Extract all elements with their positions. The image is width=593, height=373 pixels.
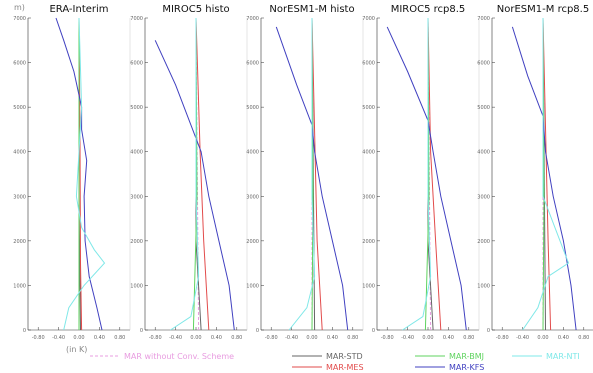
x-tick-label: 0.80 [578, 335, 590, 341]
x-axis-label: (in K) [66, 345, 88, 354]
y-tick-label: 3000 [130, 194, 143, 201]
y-tick-label: 0 [22, 328, 26, 334]
legend-label: MAR-NTI [546, 352, 580, 361]
x-tick-label: 0.40 [557, 335, 569, 341]
legend [90, 352, 580, 372]
x-tick-label: -0.40 [169, 335, 183, 341]
x-tick-label: 0.40 [93, 335, 105, 341]
y-tick-label: 1000 [130, 283, 143, 290]
x-tick-label: 0.40 [326, 335, 338, 341]
y-tick-label: 7000 [362, 16, 375, 22]
panel-title: ERA-Interim [49, 4, 109, 15]
panel-title: MIROC5 rcp8.5 [390, 4, 466, 15]
x-tick-label: 0.00 [190, 335, 202, 341]
y-tick-label: 5000 [130, 105, 143, 112]
y-tick-label: 1000 [246, 283, 259, 290]
y-tick-label: 7000 [130, 16, 143, 22]
x-tick-label: -0.80 [31, 335, 45, 341]
y-tick-label: 4000 [477, 149, 490, 156]
y-tick-label: 2000 [477, 238, 490, 245]
x-tick-label: 0.00 [73, 335, 85, 341]
y-tick-label: 7000 [246, 16, 259, 22]
y-tick-label: 7000 [13, 16, 26, 22]
legend-label: MAR-STD [326, 352, 363, 361]
x-tick-label: 0.00 [306, 335, 318, 341]
x-tick-label: 0.80 [114, 335, 126, 341]
panel-3 [246, 4, 363, 341]
series-line-mar-nti [289, 18, 315, 330]
y-tick-label: 5000 [13, 105, 26, 112]
x-tick-label: 0.80 [347, 335, 359, 341]
y-axis-label: m) [14, 3, 25, 12]
panel-title: NorESM1-M histo [269, 4, 355, 15]
x-tick-label: 0.00 [422, 335, 434, 341]
y-tick-label: 6000 [130, 60, 143, 67]
y-tick-label: 2000 [130, 238, 143, 245]
x-tick-label: 0.80 [231, 335, 243, 341]
y-tick-label: 2000 [246, 238, 259, 245]
y-tick-label: 5000 [362, 105, 375, 112]
y-tick-label: 3000 [362, 194, 375, 201]
y-tick-label: 0 [371, 328, 375, 334]
y-tick-label: 5000 [246, 105, 259, 112]
x-tick-label: -0.40 [401, 335, 415, 341]
y-tick-label: 6000 [246, 60, 259, 67]
panel-4 [362, 4, 479, 341]
x-tick-label: -0.40 [285, 335, 299, 341]
x-tick-label: -0.80 [264, 335, 278, 341]
x-tick-label: 0.80 [463, 335, 475, 341]
x-tick-label: -0.80 [380, 335, 394, 341]
y-tick-label: 1000 [13, 283, 26, 290]
y-tick-label: 4000 [130, 149, 143, 156]
x-tick-label: 0.00 [537, 335, 549, 341]
y-tick-label: 2000 [13, 238, 26, 245]
legend-label: MAR-KFS [449, 363, 485, 372]
x-tick-label: 0.40 [442, 335, 454, 341]
y-tick-label: 3000 [477, 194, 490, 201]
y-tick-label: 5000 [477, 105, 490, 112]
panel-title: MIROC5 histo [162, 4, 230, 15]
panel-title: NorESM1-M rcp8.5 [496, 4, 590, 15]
x-tick-label: 0.40 [210, 335, 222, 341]
x-tick-label: -0.40 [52, 335, 66, 341]
y-tick-label: 4000 [246, 149, 259, 156]
y-tick-label: 7000 [477, 16, 490, 22]
y-tick-label: 6000 [362, 60, 375, 67]
x-tick-label: -0.80 [495, 335, 509, 341]
y-tick-label: 0 [486, 328, 490, 334]
y-tick-label: 0 [255, 328, 259, 334]
series-line-mar-nti [523, 18, 569, 330]
y-tick-label: 4000 [362, 149, 375, 156]
legend-label: MAR without Conv. Scheme [124, 352, 235, 361]
panel-2 [130, 4, 247, 341]
legend-label: MAR-BMJ [449, 352, 484, 361]
y-tick-label: 1000 [477, 283, 490, 290]
y-tick-label: 6000 [477, 60, 490, 67]
y-tick-label: 1000 [362, 283, 375, 290]
y-tick-label: 0 [139, 328, 143, 334]
x-tick-label: -0.40 [516, 335, 530, 341]
panel-5 [477, 4, 593, 341]
y-tick-label: 4000 [13, 149, 26, 156]
y-tick-label: 3000 [246, 194, 259, 201]
x-tick-label: -0.80 [148, 335, 162, 341]
series-line-mar-nti [64, 18, 105, 330]
y-tick-label: 3000 [13, 194, 26, 201]
y-tick-label: 2000 [362, 238, 375, 245]
legend-label: MAR-MES [326, 363, 364, 372]
panel-1 [13, 4, 130, 341]
y-tick-label: 6000 [13, 60, 26, 67]
